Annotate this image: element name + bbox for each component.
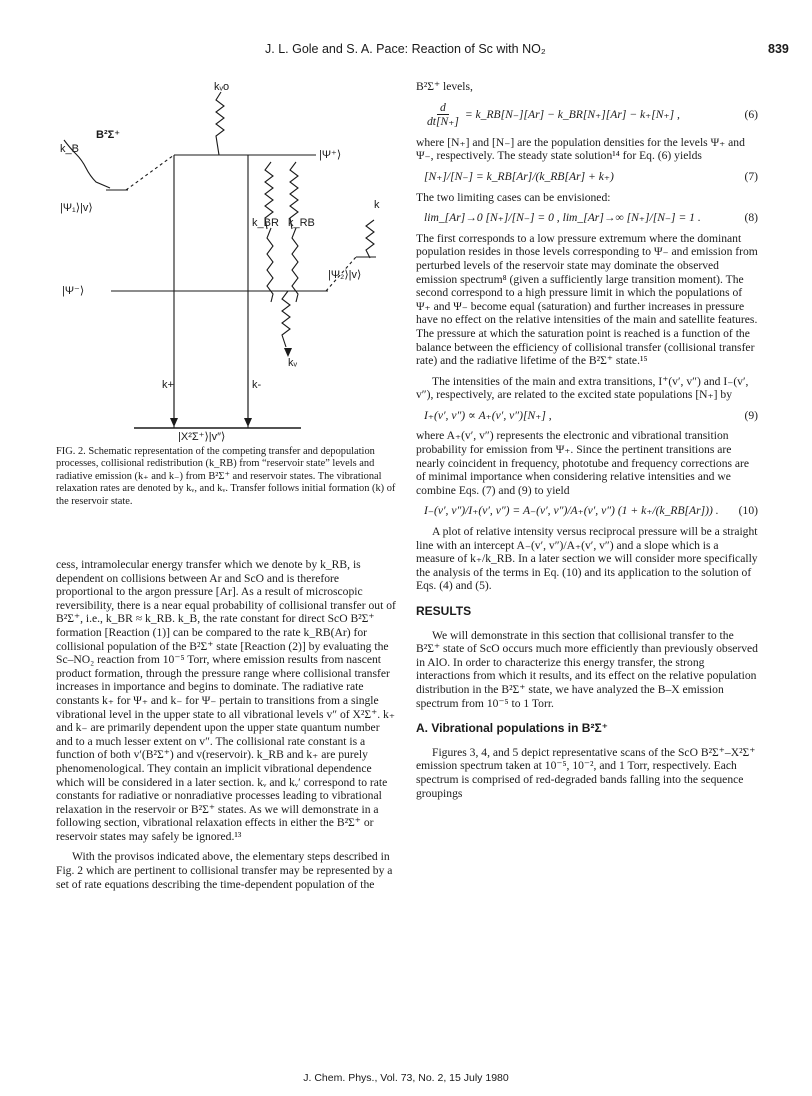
running-title: J. L. Gole and S. A. Pace: Reaction of Sc with NO₂ (265, 42, 546, 56)
right-paragraph-1: where [N₊] and [N₋] are the population densities for the levels Ψ₊ and Ψ₋, respectively. The steady state solution¹⁴ for Eq. (6) yields (416, 135, 745, 163)
results-heading: RESULTS (416, 604, 472, 618)
k-squiggle (366, 220, 374, 258)
right-paragraph-6: A plot of relative intensity versus reciprocal pressure will be a straight line with an intercept A₋(v′, v″)/A₊(v′, v″) and a slope which is a measure of k₊/k_RB. In a later section we will consider more specifically the analysis of the terms in Eq. (10) and its application to the solution of Eqs. (4) and (5). (416, 525, 758, 593)
equation-8: lim_[Ar]→0 [N₊]/[N₋] = 0 , lim_[Ar]→∞ [N₊]/[N₋] = 1 . (8) (424, 211, 758, 225)
right-paragraph-7: We will demonstrate in this section that collisional transfer to the B²Σ⁺ state of ScO occurs much more efficiently than previously observed in AlO. In order to characterize this energy transfer, the strong interactions from which it results, and its effect on the relative population distribution in the B²Σ⁺ state, we have analyzed the B–X emission spectrum from 10⁻⁵ to 1 Torr. (416, 628, 758, 710)
eq8-number: (8) (744, 211, 758, 225)
running-header (0, 42, 812, 62)
equation-10: I₋(v′, v″)/I₊(v′, v″) = A₋(v′, v″)/A₊(v′, v″) (1 + k₊/(k_RB[Ar])) . (10) (424, 504, 758, 518)
label-kvo: kᵥo (214, 81, 230, 93)
left-column (56, 558, 398, 898)
label-kplus: k+ (162, 379, 174, 391)
equation-6 (416, 101, 758, 129)
eq7-number: (7) (744, 169, 758, 183)
label-krb: k_RB (288, 217, 315, 229)
right-paragraph-3: The first corresponds to a low pressure extremum where the dominant population resides in those levels corresponding to Ψ₋ and emission from perturbed levels of the reservoir state may dominate the observed emission spectrum⁸ (given a sufficiently large transition moment). The second correspond to a high pressure limit in which the populations of Ψ₊ and Ψ₋ become equal (saturation) and further increases in pressure have no effect on the relative intensities of the main and satellite features. The pressure at which the saturation point is reached is a function of the balance between the efficiency of collisional transfer (collisional transfer rate) and the radiative lifetime of the B²Σ⁺ state.¹⁵ (416, 231, 758, 368)
right-intro: B²Σ⁺ levels, (416, 80, 473, 93)
journal-citation: J. Chem. Phys., Vol. 73, No. 2, 15 July 1980 (303, 1072, 509, 1084)
label-kbr: k_BR (252, 217, 279, 229)
eq10-number: (10) (738, 504, 758, 518)
k-plus-arrowhead (170, 418, 178, 427)
right-paragraph-8: Figures 3, 4, and 5 depict representative scans of the ScO B²Σ⁺–X²Σ⁺ emission spectrum taken at 10⁻⁵, 10⁻², and 1 Torr, respectively. Each spectrum is comprised of red-degraded bands falling into the sequence groupings (416, 745, 756, 800)
label-k: k (374, 199, 380, 211)
figure-caption: FIG. 2. Schematic representation of the competing transfer and depopulation processes, collisional redistribution (k_RB) from “reservoir state” levels and radiative emission (k₊ and k₋) from B²Σ⁺ and reservoir states. The vibrational relaxation rates are denoted by kᵥ, and kᵥ. Transfer follows initial formation (k) of the reservoir state. (56, 446, 396, 507)
left-paragraph-1: cess, intramolecular energy transfer which we denote by k_RB, is dependent on collisions between Ar and ScO and is therefore proportional to the argon pressure [Ar]. As a result of microscopic reversibility, there is a near equal probability of collisional transfer out of B²Σ⁺, i.e., k_BR ≈ k_RB. k_B, the rate constant for direct ScO B²Σ⁺ formation [Reaction (1)] can be compared to the rate k_RB(Ar) for collisional population of the B²Σ⁺ state [Reaction (2)] by evaluating the Sc–NO₂ reaction from 10⁻⁵ Torr, where emission results from nascent product formation, through the pressure range where collisional transfer increases in importance and begins to dominate. The radiative rate constants k₊ for Ψ₊ and k₋ for Ψ₋ pertain to transitions from a single vibrational level in the upper state to all vibrational levels v″ of X²Σ⁺. k₊ and k₋ are primarily dependent upon the upper state quantum number and to a much lesser extent on v″. The collisional rate constant is a function of both v′(B²Σ⁺) and v(reservoir). k_RB and k₊ are purely phenomenological. They contain an implicit vibrational dependence which will be considered in a later section. kᵥ and kᵥ′ correspond to rate constants for radiative or nonradiative processes leading to vibrational relaxation in the reservoir or B²Σ⁺ states. As we will demonstrate in a following section, vibrational relaxation effects in either the B²Σ⁺ or reservoir states may safely be ignored.¹³ (56, 558, 396, 843)
k-minus-arrowhead (244, 418, 252, 427)
eq6-derivative: $\frac{d}{dt[N_+]}$ (427, 100, 459, 129)
label-kv: kᵥ (288, 357, 298, 369)
equation-9: I₊(v′, v″) ∝ A₊(v′, v″)[N₊] , (9) (424, 408, 758, 422)
kv-arrowhead (284, 348, 292, 357)
label-x2sigma: |X²Σ⁺⟩|v″⟩ (178, 431, 226, 442)
page-number: 839 (768, 42, 789, 56)
right-paragraph-4: The intensities of the main and extra transitions, I⁺(v′, v″) and I₋(v′, v″), respectively, are related to the excited state populations [N₊] by (416, 374, 749, 402)
subsection-heading: A. Vibrational populations in B²Σ⁺ (416, 721, 608, 736)
label-psi-plus: |Ψ⁺⟩ (319, 149, 342, 161)
right-paragraph-2: The two limiting cases can be envisioned: (416, 190, 611, 204)
label-psi2v: |Ψ₂⟩|v⟩ (328, 269, 362, 281)
kvo-squiggle (216, 92, 224, 155)
eq6-rhs: = k_RB[N₋][Ar] − k_BR[N₊][Ar] − k₊[N₊] , (464, 107, 680, 121)
right-paragraph-5: where A₊(v′, v″) represents the electronic and vibrational transition probability for emission from Ψ₊. Since the pertinent transitions are nearly coincident in frequency, phototube and frequency corrections are of minimal importance when considering relative intensities and we combine Eqs. (7) and (9) to yield (416, 429, 750, 497)
eq9-number: (9) (744, 408, 758, 422)
figure-2 (56, 80, 401, 442)
label-psi-minus: |Ψ⁻⟩ (62, 285, 85, 297)
label-b2sigma: B²Σ⁺ (96, 129, 121, 141)
left-paragraph-2: With the provisos indicated above, the elementary steps described in Fig. 2 which are pertinent to collisional transfer may be represented by a set of rate equations describing the time-dependent population of the (56, 850, 393, 891)
eq6-number: (6) (744, 107, 758, 121)
dashed-connector-upper (126, 155, 174, 190)
equation-7: [N₊]/[N₋] = k_RB[Ar]/(k_RB[Ar] + k₊) (7) (424, 169, 758, 183)
right-column (416, 80, 758, 807)
label-psi1v: |Ψ₁⟩|v⟩ (60, 202, 93, 214)
energy-transfer-diagram (56, 80, 401, 442)
label-kminus: k- (252, 379, 262, 391)
label-kb: k_B (60, 143, 79, 155)
kv-squiggle (282, 291, 290, 347)
